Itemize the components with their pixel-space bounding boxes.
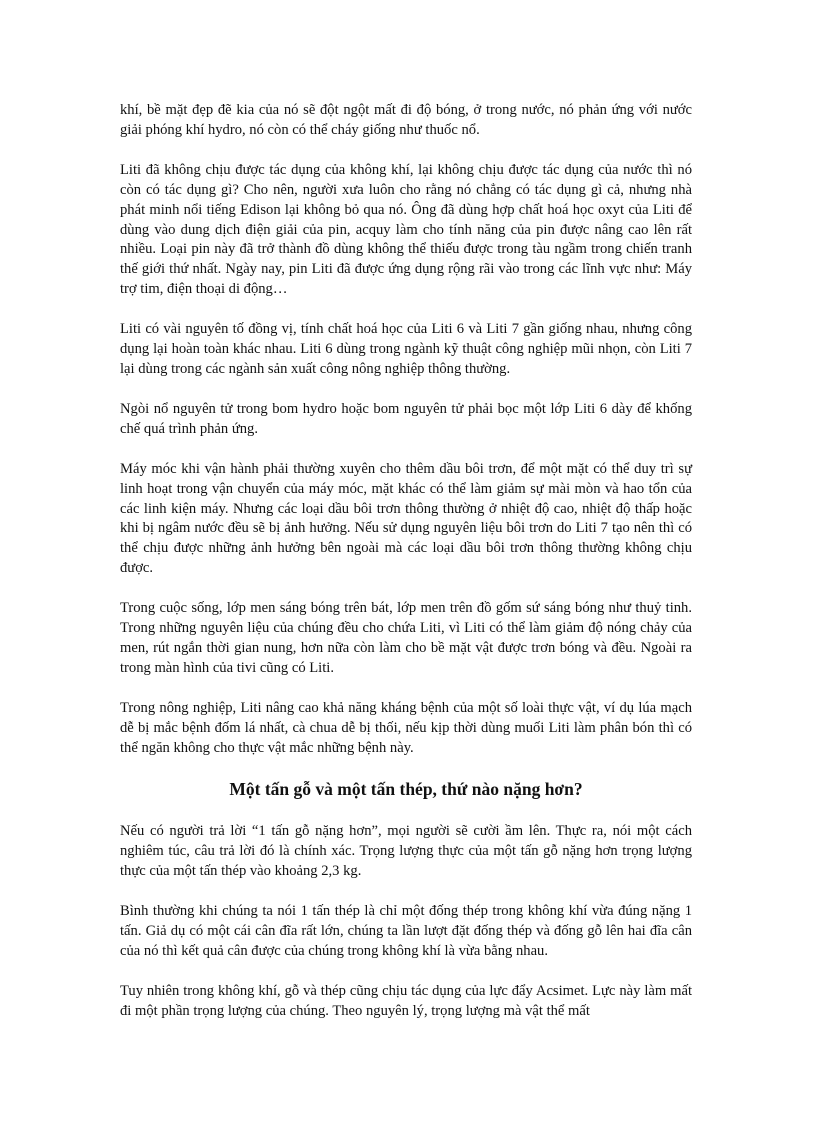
paragraph: khí, bề mặt đẹp đẽ kia của nó sẽ đột ngột mất đi độ bóng, ở trong nước, nó phản ứng với nước giải phóng khí hydro, nó còn có thể cháy giống như thuốc nổ.	[120, 102, 692, 138]
paragraph: Liti có vài nguyên tố đồng vị, tính chất hoá học của Liti 6 và Liti 7 gần giống nhau, nhưng công dụng lại hoàn toàn khác nhau. Liti 6 dùng trong ngành kỹ thuật công nghiệp mũi nhọn, còn Liti 7 lại dùng trong các ngành sản xuất công nông nghiệp thông thường.	[120, 321, 692, 377]
document-body	[120, 101, 692, 1042]
paragraph: Liti đã không chịu được tác dụng của không khí, lại không chịu được tác dụng của nước thì nó còn có tác dụng gì? Cho nên, người xưa luôn cho rằng nó chẳng có tác dụng gì cả, nhưng nhà phát minh nổi tiếng Edison lại không bỏ qua nó. Ông đã dùng hợp chất hoá học oxyt của Liti để dùng vào dung dịch điện giải của pin, acquy làm cho tính năng của pin được nâng cao lên rất nhiều. Loại pin này đã trở thành đồ dùng không thể thiếu được trong tàu ngầm trong chiến tranh thế giới thứ nhất. Ngày nay, pin Liti đã được ứng dụng rộng rãi vào trong các lĩnh vực như: Máy trợ tim, điện thoại di động…	[120, 161, 692, 298]
paragraph: Bình thường khi chúng ta nói 1 tấn thép là chỉ một đống thép trong không khí vừa đúng nặng 1 tấn. Giả dụ có một cái cân đĩa rất lớn, chúng ta lần lượt đặt đống thép và đống gỗ lên hai đĩa cân của nó thì kết quả cân được của chúng trong không khí là vừa bằng nhau.	[120, 903, 692, 959]
paragraph: Trong nông nghiệp, Liti nâng cao khả năng kháng bệnh của một số loài thực vật, ví dụ lúa mạch dễ bị mắc bệnh đốm lá nhất, cà chua dễ bị thối, nếu kịp thời dùng muối Liti làm phân bón thì có thể ngăn không cho thực vật mắc những bệnh này.	[120, 699, 692, 756]
paragraph: Ngòi nổ nguyên tử trong bom hydro hoặc bom nguyên tử phải bọc một lớp Liti 6 dày để khống chế quá trình phản ứng.	[120, 400, 692, 437]
paragraph: Nếu có người trả lời “1 tấn gỗ nặng hơn”, mọi người sẽ cười ầm lên. Thực ra, nói một cách nghiêm túc, câu trả lời đó là chính xác. Trọng lượng thực của một tấn gỗ nặng hơn trọng lượng thực của một tấn thép vào khoảng 2,3 kg.	[120, 823, 692, 880]
paragraph: Tuy nhiên trong không khí, gỗ và thép cũng chịu tác dụng của lực đẩy Acsimet. Lực này làm mất đi một phần trọng lượng của chúng. Theo nguyên lý, trọng lượng mà vật thể mất	[120, 982, 692, 1019]
paragraph: Máy móc khi vận hành phải thường xuyên cho thêm dầu bôi trơn, để một mặt có thể duy trì sự linh hoạt trong vận chuyển của máy móc, mặt khác có thể làm giảm sự mài mòn và hao tổn của các linh kiện máy. Nhưng các loại dầu bôi trơn thông thường ở nhiệt độ cao, nhiệt độ thấp hoặc khi bị ngâm nước đều sẽ bị ảnh hưởng. Nếu sử dụng nguyên liệu bôi trơn do Liti 7 tạo nên thì có thể chịu được những ảnh hưởng bên ngoài mà các loại dầu bôi trơn thông thường không chịu được.	[120, 460, 692, 577]
paragraph: Trong cuộc sống, lớp men sáng bóng trên bát, lớp men trên đồ gốm sứ sáng bóng như thuỷ tinh. Trong những nguyên liệu của chúng đều cho chứa Liti, vì Liti có thể làm giảm độ nóng chảy của men, rút ngắn thời gian nung, hơn nữa còn làm cho bề mặt vật được trơn bóng và đều. Ngoài ra trong màn hình của tivi cũng có Liti.	[120, 600, 692, 676]
section-heading: Một tấn gỗ và một tấn thép, thứ nào nặng hơn?	[229, 779, 583, 800]
